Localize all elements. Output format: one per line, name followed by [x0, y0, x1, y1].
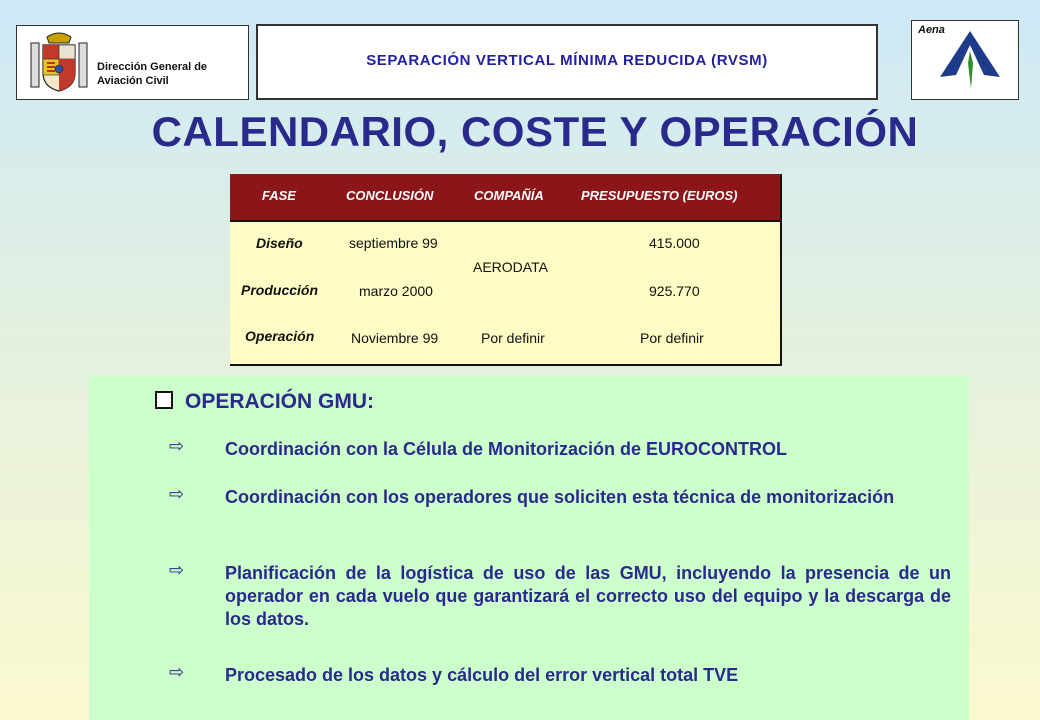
header-conclusion: CONCLUSIÓN	[346, 188, 434, 203]
government-label	[97, 60, 207, 88]
cell-conclusion-operacion: Noviembre 99	[351, 330, 439, 346]
cell-compania-operacion: Por definir	[481, 330, 545, 346]
aena-label: Aena	[918, 24, 945, 36]
government-logo-box	[16, 25, 249, 100]
cell-compania-merged: AERODATA	[473, 259, 548, 275]
checkbox-bullet-icon	[155, 391, 173, 409]
gov-line-2: Aviación Civil	[97, 75, 169, 87]
header-fase: FASE	[262, 188, 296, 203]
arrow-right-icon: ⇨	[169, 560, 185, 580]
arrow-right-icon: ⇨	[169, 662, 185, 682]
bullet-text: Procesado de los datos y cálculo del error vertical total TVE	[225, 665, 739, 685]
content-panel	[89, 376, 969, 720]
coat-of-arms-icon	[27, 29, 91, 95]
section-title-text: OPERACIÓN GMU:	[185, 390, 374, 413]
schedule-table	[230, 174, 782, 366]
header-compania: COMPAÑÍA	[474, 188, 544, 203]
cell-presupuesto-operacion: Por definir	[640, 330, 704, 346]
aena-logo-box	[911, 20, 1019, 100]
page-title: CALENDARIO, COSTE Y OPERACIÓN	[151, 108, 919, 155]
cell-conclusion-produccion: marzo 2000	[359, 283, 433, 299]
header-title-box	[256, 24, 878, 100]
cell-fase-diseno: Diseño	[256, 235, 303, 251]
cell-fase-produccion: Producción	[241, 282, 319, 298]
header-title: SEPARACIÓN VERTICAL MÍNIMA REDUCIDA (RVSM)	[366, 52, 768, 69]
cell-presupuesto-diseno: 415.000	[649, 235, 700, 251]
header-presupuesto: PRESUPUESTO (EUROS)	[581, 188, 738, 203]
cell-fase-operacion: Operación	[245, 328, 315, 344]
bullet-text: Coordinación con los operadores que soliciten esta técnica de monitorización	[225, 487, 895, 507]
gov-line-1: Dirección General de	[97, 61, 208, 73]
cell-presupuesto-produccion: 925.770	[649, 283, 700, 299]
bullet-text: Coordinación con la Célula de Monitorización de EUROCONTROL	[225, 439, 788, 459]
aena-logo-icon	[912, 21, 1020, 101]
bullet-text: Planificación de la logística de uso de las GMU, incluyendo la presencia de un operador en cada vuelo que garantizará el correcto uso del equipo y la descarga de los datos.	[225, 563, 951, 629]
arrow-right-icon: ⇨	[169, 436, 185, 456]
arrow-right-icon: ⇨	[169, 484, 185, 504]
cell-conclusion-diseno: septiembre 99	[349, 235, 438, 251]
table-header-row	[230, 174, 780, 222]
section-title	[155, 390, 374, 414]
